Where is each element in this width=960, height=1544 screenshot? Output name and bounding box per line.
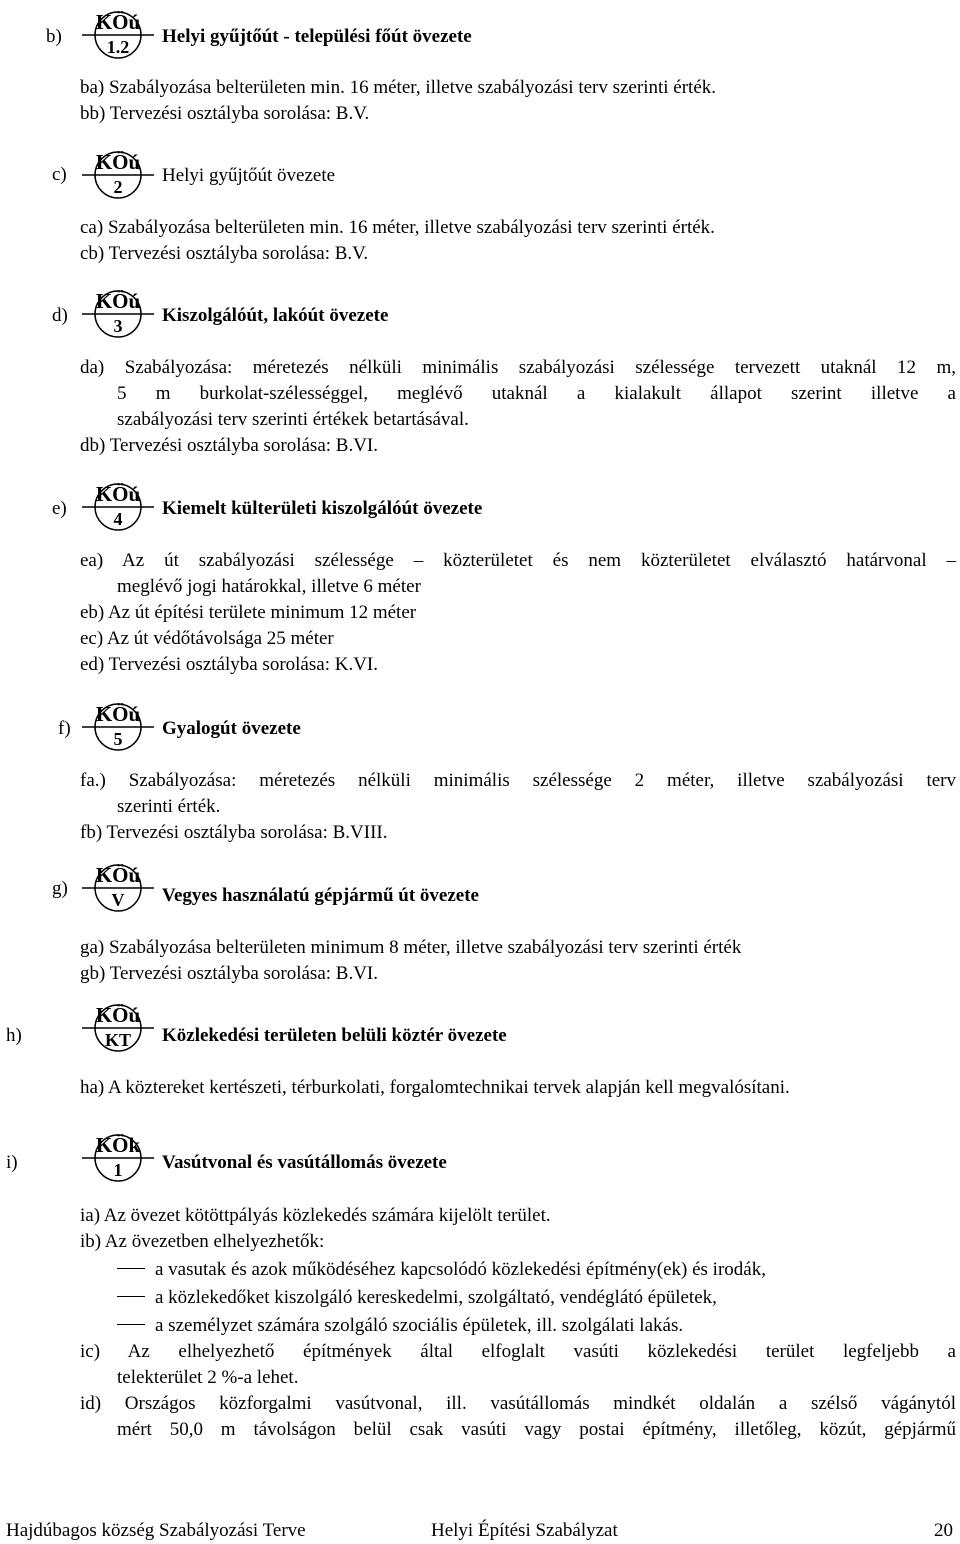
section-line: cb) Tervezési osztályba sorolása: B.V. xyxy=(80,243,369,264)
dash-bullet xyxy=(117,1268,145,1269)
section-line: gb) Tervezési osztályba sorolása: B.VI. xyxy=(80,963,379,984)
badge-code: KÖú xyxy=(95,702,141,726)
section-line: fa.) Szabályozása: méretezés nélküli minimális szélessége 2 méter, illetve szabályozási terv xyxy=(80,770,956,791)
badge-number: V xyxy=(111,890,125,910)
zone-badge xyxy=(80,1002,156,1054)
badge-number: 2 xyxy=(113,177,123,197)
badge-number: 3 xyxy=(113,316,123,336)
page-number: 20 xyxy=(934,1520,953,1541)
section-line: meglévő jogi határokkal, illetve 6 méter xyxy=(117,576,421,597)
section-line: eb) Az út építési területe minimum 12 méter xyxy=(80,602,417,623)
section-line: ga) Szabályozása belterületen minimum 8 méter, illetve szabályozási terv szerinti érték xyxy=(80,937,742,958)
zone-badge xyxy=(80,701,156,753)
section-line: szerinti érték. xyxy=(117,796,221,817)
badge-code: KÖk xyxy=(95,1133,141,1157)
badge-code: KÖú xyxy=(95,10,141,34)
section-title: Közlekedési területen belüli köztér övezete xyxy=(162,1025,507,1046)
section-title: Vasútvonal és vasútállomás övezete xyxy=(162,1152,447,1173)
section-letter: e) xyxy=(52,498,67,519)
badge-code: KÖú xyxy=(95,289,141,313)
section-letter: b) xyxy=(46,26,62,47)
bullet-item: a személyzet számára szolgáló szociális épületek, ill. szolgálati lakás. xyxy=(155,1315,684,1336)
section-line: 5 m burkolat-szélességgel, meglévő utaknál a kialakult állapot szerint illetve a xyxy=(117,383,956,404)
section-line: szabályozási terv szerinti értékek betartásával. xyxy=(117,409,469,430)
section-letter: d) xyxy=(52,305,68,326)
badge-number: 5 xyxy=(113,729,123,749)
section-line: ec) Az út védőtávolsága 25 méter xyxy=(80,628,334,649)
dash-bullet xyxy=(117,1324,145,1325)
section-line: bb) Tervezési osztályba sorolása: B.V. xyxy=(80,103,370,124)
section-title: Helyi gyűjtőút övezete xyxy=(162,165,336,186)
badge-code: KÖú xyxy=(95,150,141,174)
zone-badge xyxy=(80,288,156,340)
section-title: Kiemelt külterületi kiszolgálóút övezete xyxy=(162,498,483,519)
section-line: id) Országos közforgalmi vasútvonal, ill. vasútállomás mindkét oldalán a szélső vágánytól xyxy=(80,1393,956,1414)
badge-number: KT xyxy=(104,1030,131,1050)
section-line: ib) Az övezetben elhelyezhetők: xyxy=(80,1231,325,1252)
bullet-item: a közlekedőket kiszolgáló kereskedelmi, szolgáltató, vendéglátó épületek, xyxy=(155,1287,717,1308)
badge-number: 1.2 xyxy=(106,37,130,57)
dash-bullet xyxy=(117,1296,145,1297)
section-line: ic) Az elhelyezhető építmények által elfoglalt vasúti közlekedési terület legfeljebb a xyxy=(80,1341,956,1362)
section-title: Helyi gyűjtőút - települési főút övezete xyxy=(162,26,472,47)
section-line: ca) Szabályozása belterületen min. 16 méter, illetve szabályozási terv szerinti érték. xyxy=(80,217,715,238)
section-letter: i) xyxy=(6,1152,18,1173)
section-line: ba) Szabályozása belterületen min. 16 méter, illetve szabályozási terv szerinti érték. xyxy=(80,77,716,98)
section-letter: h) xyxy=(6,1025,22,1046)
section-line: ed) Tervezési osztályba sorolása: K.VI. xyxy=(80,654,378,675)
zone-badge xyxy=(80,1132,156,1184)
zone-badge xyxy=(80,149,156,201)
section-line: ia) Az övezet kötöttpályás közlekedés számára kijelölt terület. xyxy=(80,1205,551,1226)
section-title: Kiszolgálóút, lakóút övezete xyxy=(162,305,389,326)
zone-badge xyxy=(80,9,156,61)
section-line: ha) A köztereket kertészeti, térburkolati, forgalomtechnikai tervek alapján kell megvalósítani. xyxy=(80,1077,790,1098)
bullet-item: a vasutak és azok működéséhez kapcsolódó közlekedési építmény(ek) és irodák, xyxy=(155,1259,766,1280)
badge-number: 1 xyxy=(113,1160,123,1180)
badge-code: KÖú xyxy=(95,482,141,506)
section-title: Vegyes használatú gépjármű út övezete xyxy=(162,885,479,906)
section-line: da) Szabályozása: méretezés nélküli minimális szabályozási szélessége tervezett utaknál 12 m, xyxy=(80,357,956,378)
footer-document-title: Hajdúbagos község Szabályozási Terve xyxy=(6,1520,306,1541)
section-line: fb) Tervezési osztályba sorolása: B.VIII. xyxy=(80,822,388,843)
footer-section-title: Helyi Építési Szabályzat xyxy=(431,1520,618,1541)
section-line: mért 50,0 m távolságon belül csak vasúti vagy postai építmény, illetőleg, közút, gépjármű xyxy=(117,1419,956,1440)
badge-number: 4 xyxy=(113,509,123,529)
section-line: telekterület 2 %-a lehet. xyxy=(117,1367,299,1388)
section-line: db) Tervezési osztályba sorolása: B.VI. xyxy=(80,435,379,456)
zone-badge xyxy=(80,862,156,914)
section-letter: c) xyxy=(52,164,67,185)
badge-code: KÖú xyxy=(95,1003,141,1027)
section-letter: g) xyxy=(52,878,68,899)
section-line: ea) Az út szabályozási szélessége – közterületet és nem közterületet elválasztó határvonal – xyxy=(80,550,956,571)
section-letter: f) xyxy=(58,718,71,739)
badge-code: KÖú xyxy=(95,863,141,887)
zone-badge xyxy=(80,481,156,533)
section-title: Gyalogút övezete xyxy=(162,718,301,739)
